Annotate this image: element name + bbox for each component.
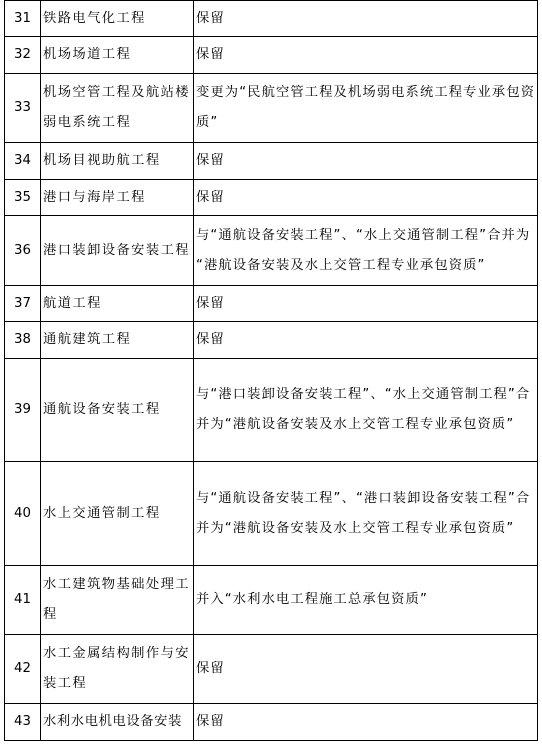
row-number: 34 (5, 143, 41, 180)
table-row (5, 37, 538, 74)
qualification-name: 水工金属结构制作与安装工程 (41, 635, 194, 704)
qualification-name: 机场场道工程 (41, 37, 194, 74)
row-number: 31 (5, 1, 41, 37)
adjustment-note: 保留 (194, 1, 538, 37)
adjustment-note: 与“港口装卸设备安装工程”、“水上交通管制工程”合并为“港航设备安装及水上交管工程专业承包资质” (194, 359, 538, 462)
adjustment-note: 保留 (194, 37, 538, 74)
adjustment-note: 保留 (194, 322, 538, 359)
table-row (5, 704, 538, 741)
row-number: 43 (5, 704, 41, 741)
table-row (5, 180, 538, 216)
row-number: 36 (5, 216, 41, 286)
qualification-name: 机场空管工程及航站楼弱电系统工程 (41, 74, 194, 143)
qualification-name: 通航建筑工程 (41, 322, 194, 359)
adjustment-note: 变更为“民航空管工程及机场弱电系统工程专业承包资质” (194, 74, 538, 143)
table-row (5, 322, 538, 359)
qualification-name: 机场目视助航工程 (41, 143, 194, 180)
qualification-name: 铁路电气化工程 (41, 1, 194, 37)
qualification-name: 港口与海岸工程 (41, 180, 194, 216)
qualification-table (4, 0, 538, 741)
row-number: 38 (5, 322, 41, 359)
row-number: 41 (5, 566, 41, 635)
qualification-name: 水工建筑物基础处理工程 (41, 566, 194, 635)
table-row (5, 359, 538, 462)
adjustment-note: 保留 (194, 143, 538, 180)
table-row (5, 143, 538, 180)
qualification-name: 水上交通管制工程 (41, 462, 194, 566)
table-row (5, 74, 538, 143)
row-number: 37 (5, 286, 41, 322)
row-number: 40 (5, 462, 41, 566)
adjustment-note: 与“通航设备安装工程”、“水上交通管制工程”合并为 “港航设备安装及水上交管工程专业承包资质” (194, 216, 538, 286)
table-row (5, 286, 538, 322)
adjustment-note: 与“通航设备安装工程”、“港口装卸设备安装工程”合并为“港航设备安装及水上交管工程专业承包资质” (194, 462, 538, 566)
row-number: 35 (5, 180, 41, 216)
qualification-name: 水利水电机电设备安装 (41, 704, 194, 741)
row-number: 33 (5, 74, 41, 143)
qualification-name: 港口装卸设备安装工程 (41, 216, 194, 286)
adjustment-note: 保留 (194, 704, 538, 741)
table-row (5, 566, 538, 635)
table-row (5, 462, 538, 566)
adjustment-note: 保留 (194, 180, 538, 216)
adjustment-note: 并入“水利水电工程施工总承包资质” (194, 566, 538, 635)
adjustment-note: 保留 (194, 635, 538, 704)
adjustment-note: 保留 (194, 286, 538, 322)
row-number: 39 (5, 359, 41, 462)
qualification-name: 航道工程 (41, 286, 194, 322)
row-number: 32 (5, 37, 41, 74)
table-row (5, 216, 538, 286)
table-row (5, 635, 538, 704)
row-number: 42 (5, 635, 41, 704)
table-row (5, 1, 538, 37)
qualification-name: 通航设备安装工程 (41, 359, 194, 462)
